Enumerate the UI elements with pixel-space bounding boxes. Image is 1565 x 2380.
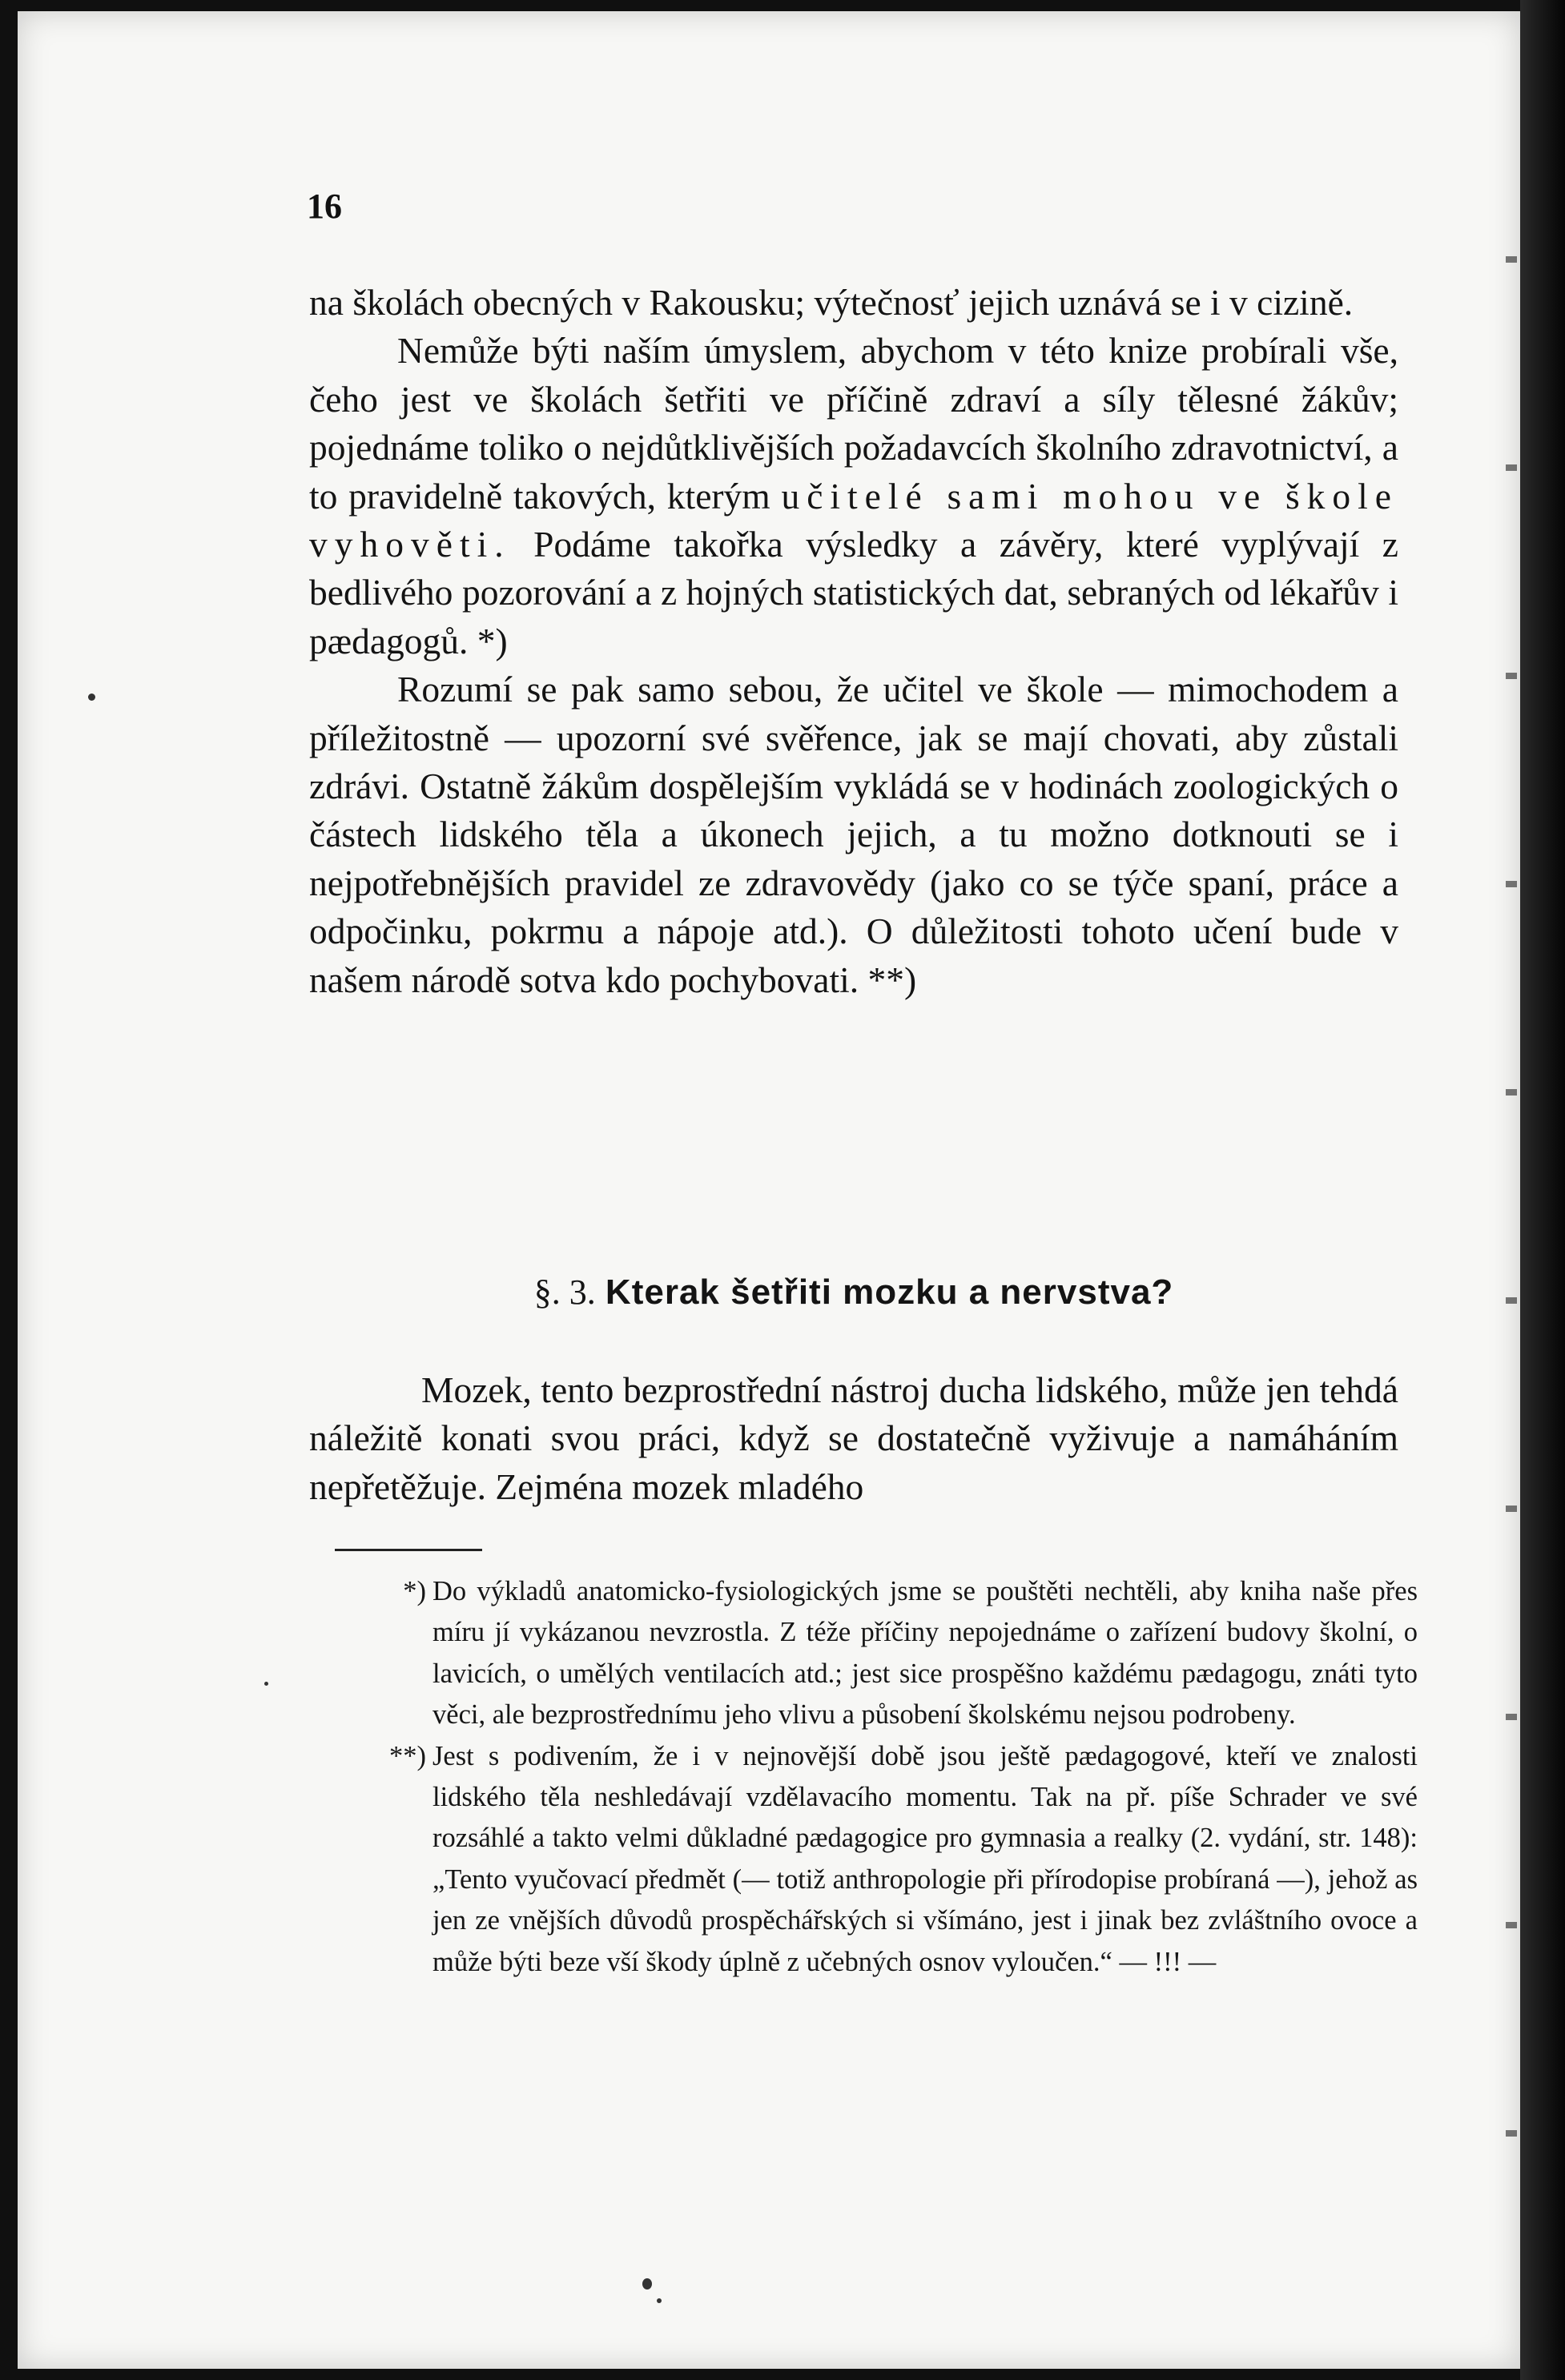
footnote-1-mark: *)	[403, 1576, 426, 1606]
section-title: Kterak šetřiti mozku a nervstva?	[605, 1272, 1174, 1312]
scan-speck	[88, 693, 95, 701]
section-paragraph: Mozek, tento bezprostřední nástroj ducha lidského, může jen tehdá náležitě konati svou práci, když se dostatečně vyživuje a namáháním nepřetěžuje. Zejména mozek mladého	[309, 1369, 1398, 1507]
footnote-2-mark: **)	[389, 1740, 426, 1771]
footnote-2-text: Jest s podivením, že i v nejnovější době jsou ještě pædagogové, kteří ve znalosti lidského těla neshledávají vzdělavacího momentu. Tak na př. píše Schrader ve své rozsáhlé a takto velmi důkladné pædagogice pro gymnasia a realky (2. vydání, str. 148): „Tento vyučovací předmět (— totiž anthropologie při přírodopise probíraná —), jehož as jen ze vnějších důvodů prospěchářských si všímáno, jest i jinak bez zvláštního ovoce a může býti beze vší škody úplně z učebných osnov vyloučen.“ — !!! —	[432, 1740, 1418, 1977]
footnote-1	[352, 1571, 1418, 1736]
section-number: §. 3.	[533, 1272, 596, 1312]
footnote-2	[352, 1736, 1418, 1983]
footnotes	[352, 1571, 1418, 1983]
paragraph-2-start: Nemůže býti naším úmyslem, abychom v této knize probírali vše, čeho jest ve školách šetřiti ve příčině zdraví a síly tělesné žákův; pojednáme toliko o nejdůtklivějších požadavcích školního zdravotnictví, a to pravidelně takových, kterým	[309, 330, 1398, 517]
footnote-rule	[335, 1549, 482, 1551]
paragraph-3: Rozumí se pak samo sebou, že učitel ve škole — mimochodem a příležitostně — upozorní své svěřence, jak se mají chovati, aby zůstali zdrávi. Ostatně žákům dospělejším vykládá se v hodinách zoologických o částech lidského těla a úkonech jejich, a tu možno dotknouti se i nejpotřebnějších pravidel ze zdravovědy (jako co se týče spaní, práce a odpočinku, pokrmu a nápoje atd.). O důležitosti tohoto učení bude v našem národě sotva kdo pochybovati. **)	[309, 669, 1398, 1000]
paragraph-2-end: Podáme takořka výsledky a závěry, které vyplývají z bedlivého pozorování a z hojných statistických dat, sebraných od lékařův i pædagogů. *)	[309, 524, 1398, 661]
page-number: 16	[307, 187, 342, 226]
section-heading	[309, 1272, 1398, 1313]
paragraph-1: na školách obecných v Rakousku; výtečnosť jejich uznává se i v cizině.	[309, 282, 1354, 323]
scan-speck	[642, 2278, 652, 2290]
footnote-1-text: Do výkladů anatomicko-fysiologických jsme se pouštěti nechtěli, aby kniha naše přes míru jí vykázanou nevzrostla. Z téže příčiny nepojednáme o zařízení budovy školní, o lavicích, o umělých ventilacích atd.; jest sice prospěšno každému pædagogu, znáti tyto věci, ale bezprostřednímu jeho vlivu a působení školskému nejsou podrobeny.	[432, 1576, 1418, 1731]
scan-border	[1520, 0, 1565, 2380]
scan-speck	[657, 2298, 662, 2303]
main-text	[309, 279, 1398, 1004]
scan-speck	[264, 1682, 268, 1686]
page-edge-marks	[1506, 160, 1517, 2162]
spaced-emphasis: učitelé sami mohou ve škole vyhověti.	[309, 475, 1398, 565]
paragraph-2	[309, 327, 1398, 665]
